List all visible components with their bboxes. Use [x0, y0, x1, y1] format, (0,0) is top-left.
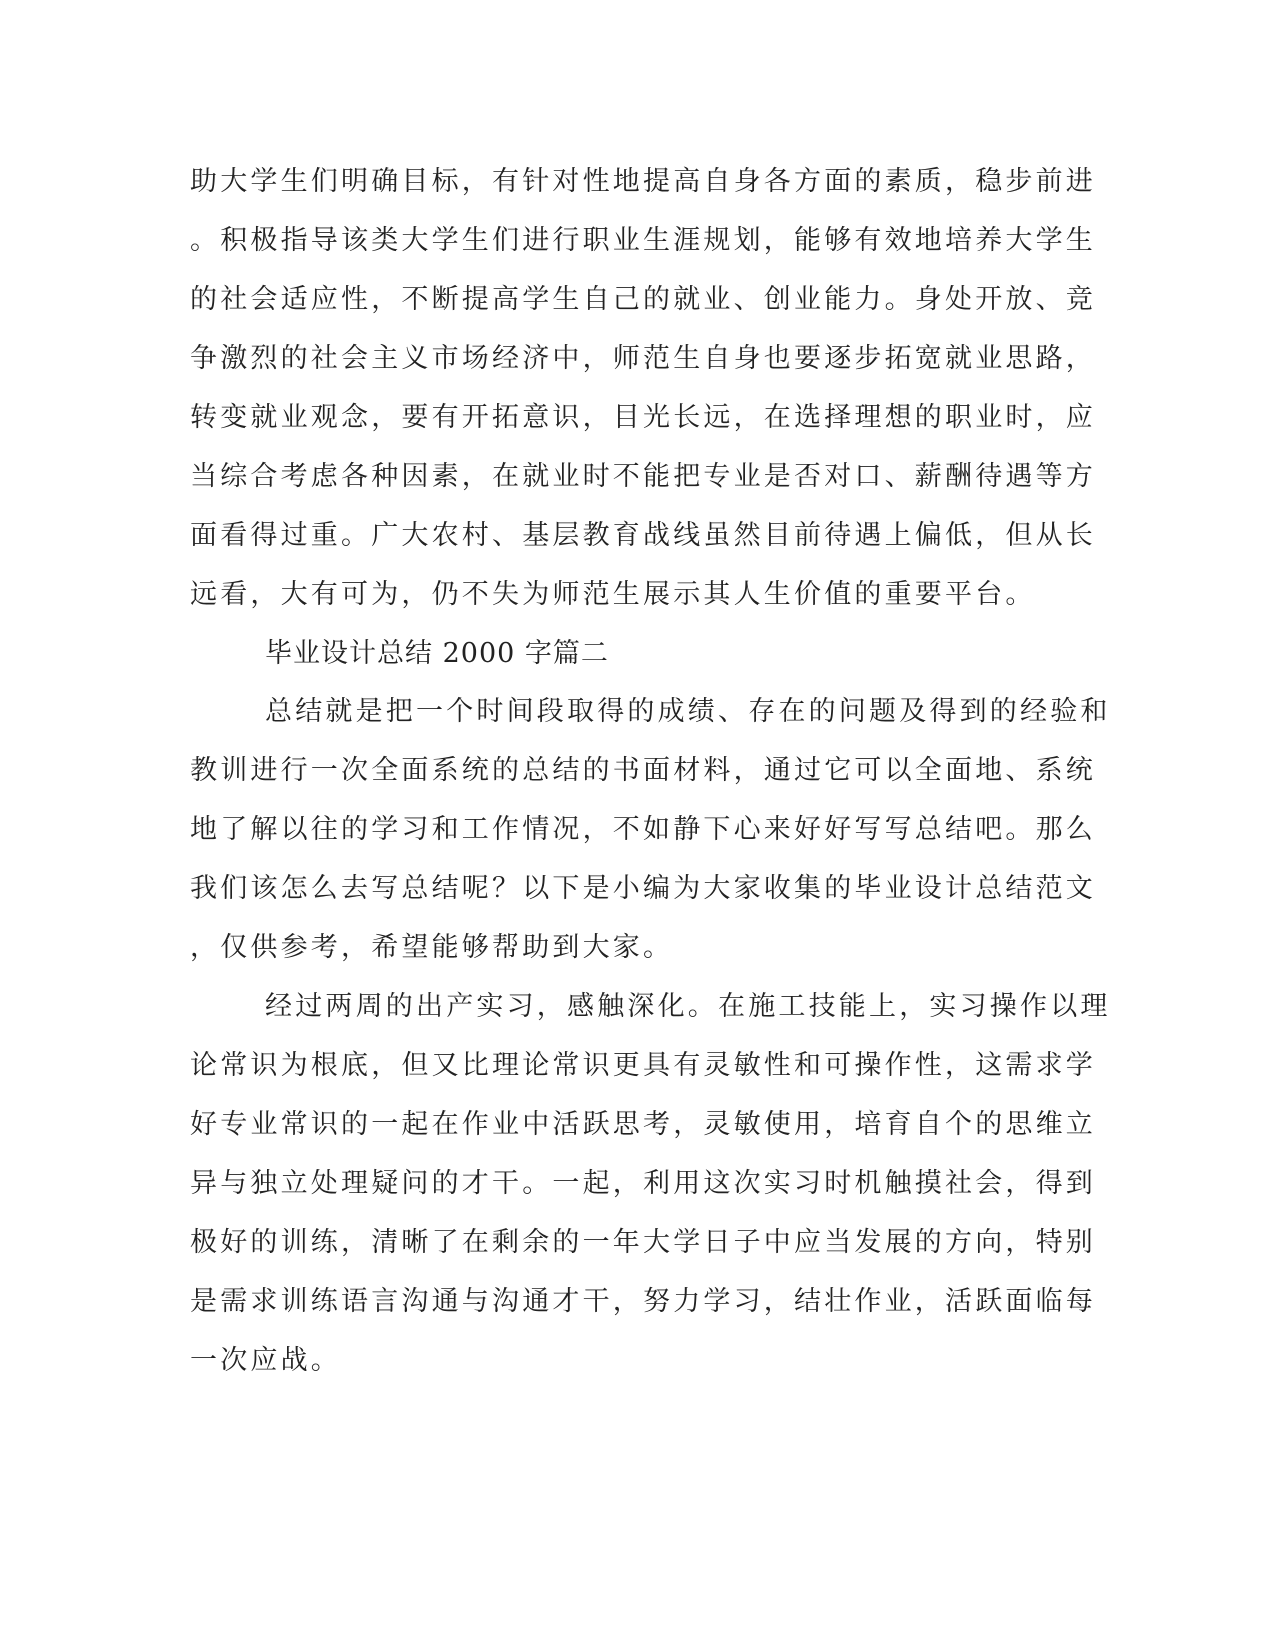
text-line: 好专业常识的一起在作业中活跃思考，灵敏使用，培育自个的思维立	[190, 1109, 1096, 1140]
text-line: 转变就业观念，要有开拓意识，目光长远，在选择理想的职业时，应	[190, 402, 1096, 433]
text-line: 是需求训练语言沟通与沟通才干，努力学习，结壮作业，活跃面临每	[190, 1286, 1096, 1317]
text-line: 争激烈的社会主义市场经济中，师范生自身也要逐步拓宽就业思路，	[190, 343, 1096, 374]
text-line: 经过两周的出产实习，感触深化。在施工技能上，实习操作以理	[265, 991, 1111, 1022]
text-line: 异与独立处理疑问的才干。一起，利用这次实习时机触摸社会，得到	[190, 1168, 1096, 1199]
text-line: 极好的训练，清晰了在剩余的一年大学日子中应当发展的方向，特别	[190, 1227, 1096, 1258]
text-line: 的社会适应性，不断提高学生自己的就业、创业能力。身处开放、竞	[190, 284, 1096, 315]
text-line: 面看得过重。广大农村、基层教育战线虽然目前待遇上偏低，但从长	[190, 520, 1096, 551]
text-line: 助大学生们明确目标，有针对性地提高自身各方面的素质，稳步前进	[190, 166, 1096, 197]
text-line: 当综合考虑各种因素，在就业时不能把专业是否对口、薪酬待遇等方	[190, 461, 1096, 492]
text-line: ，仅供参考，希望能够帮助到大家。	[190, 932, 674, 963]
section-heading: 毕业设计总结 2000 字篇二	[265, 638, 609, 669]
text-line: 我们该怎么去写总结呢？以下是小编为大家收集的毕业设计总结范文	[190, 873, 1096, 904]
text-line: 论常识为根底，但又比理论常识更具有灵敏性和可操作性，这需求学	[190, 1050, 1096, 1081]
text-line: 一次应战。	[190, 1345, 341, 1376]
text-line: 远看，大有可为，仍不失为师范生展示其人生价值的重要平台。	[190, 579, 1036, 610]
text-line: 。积极指导该类大学生们进行职业生涯规划，能够有效地培养大学生	[190, 225, 1096, 256]
text-line: 地了解以往的学习和工作情况，不如静下心来好好写写总结吧。那么	[190, 814, 1096, 845]
text-line: 教训进行一次全面系统的总结的书面材料，通过它可以全面地、系统	[190, 755, 1096, 786]
text-line: 总结就是把一个时间段取得的成绩、存在的问题及得到的经验和	[265, 696, 1111, 727]
